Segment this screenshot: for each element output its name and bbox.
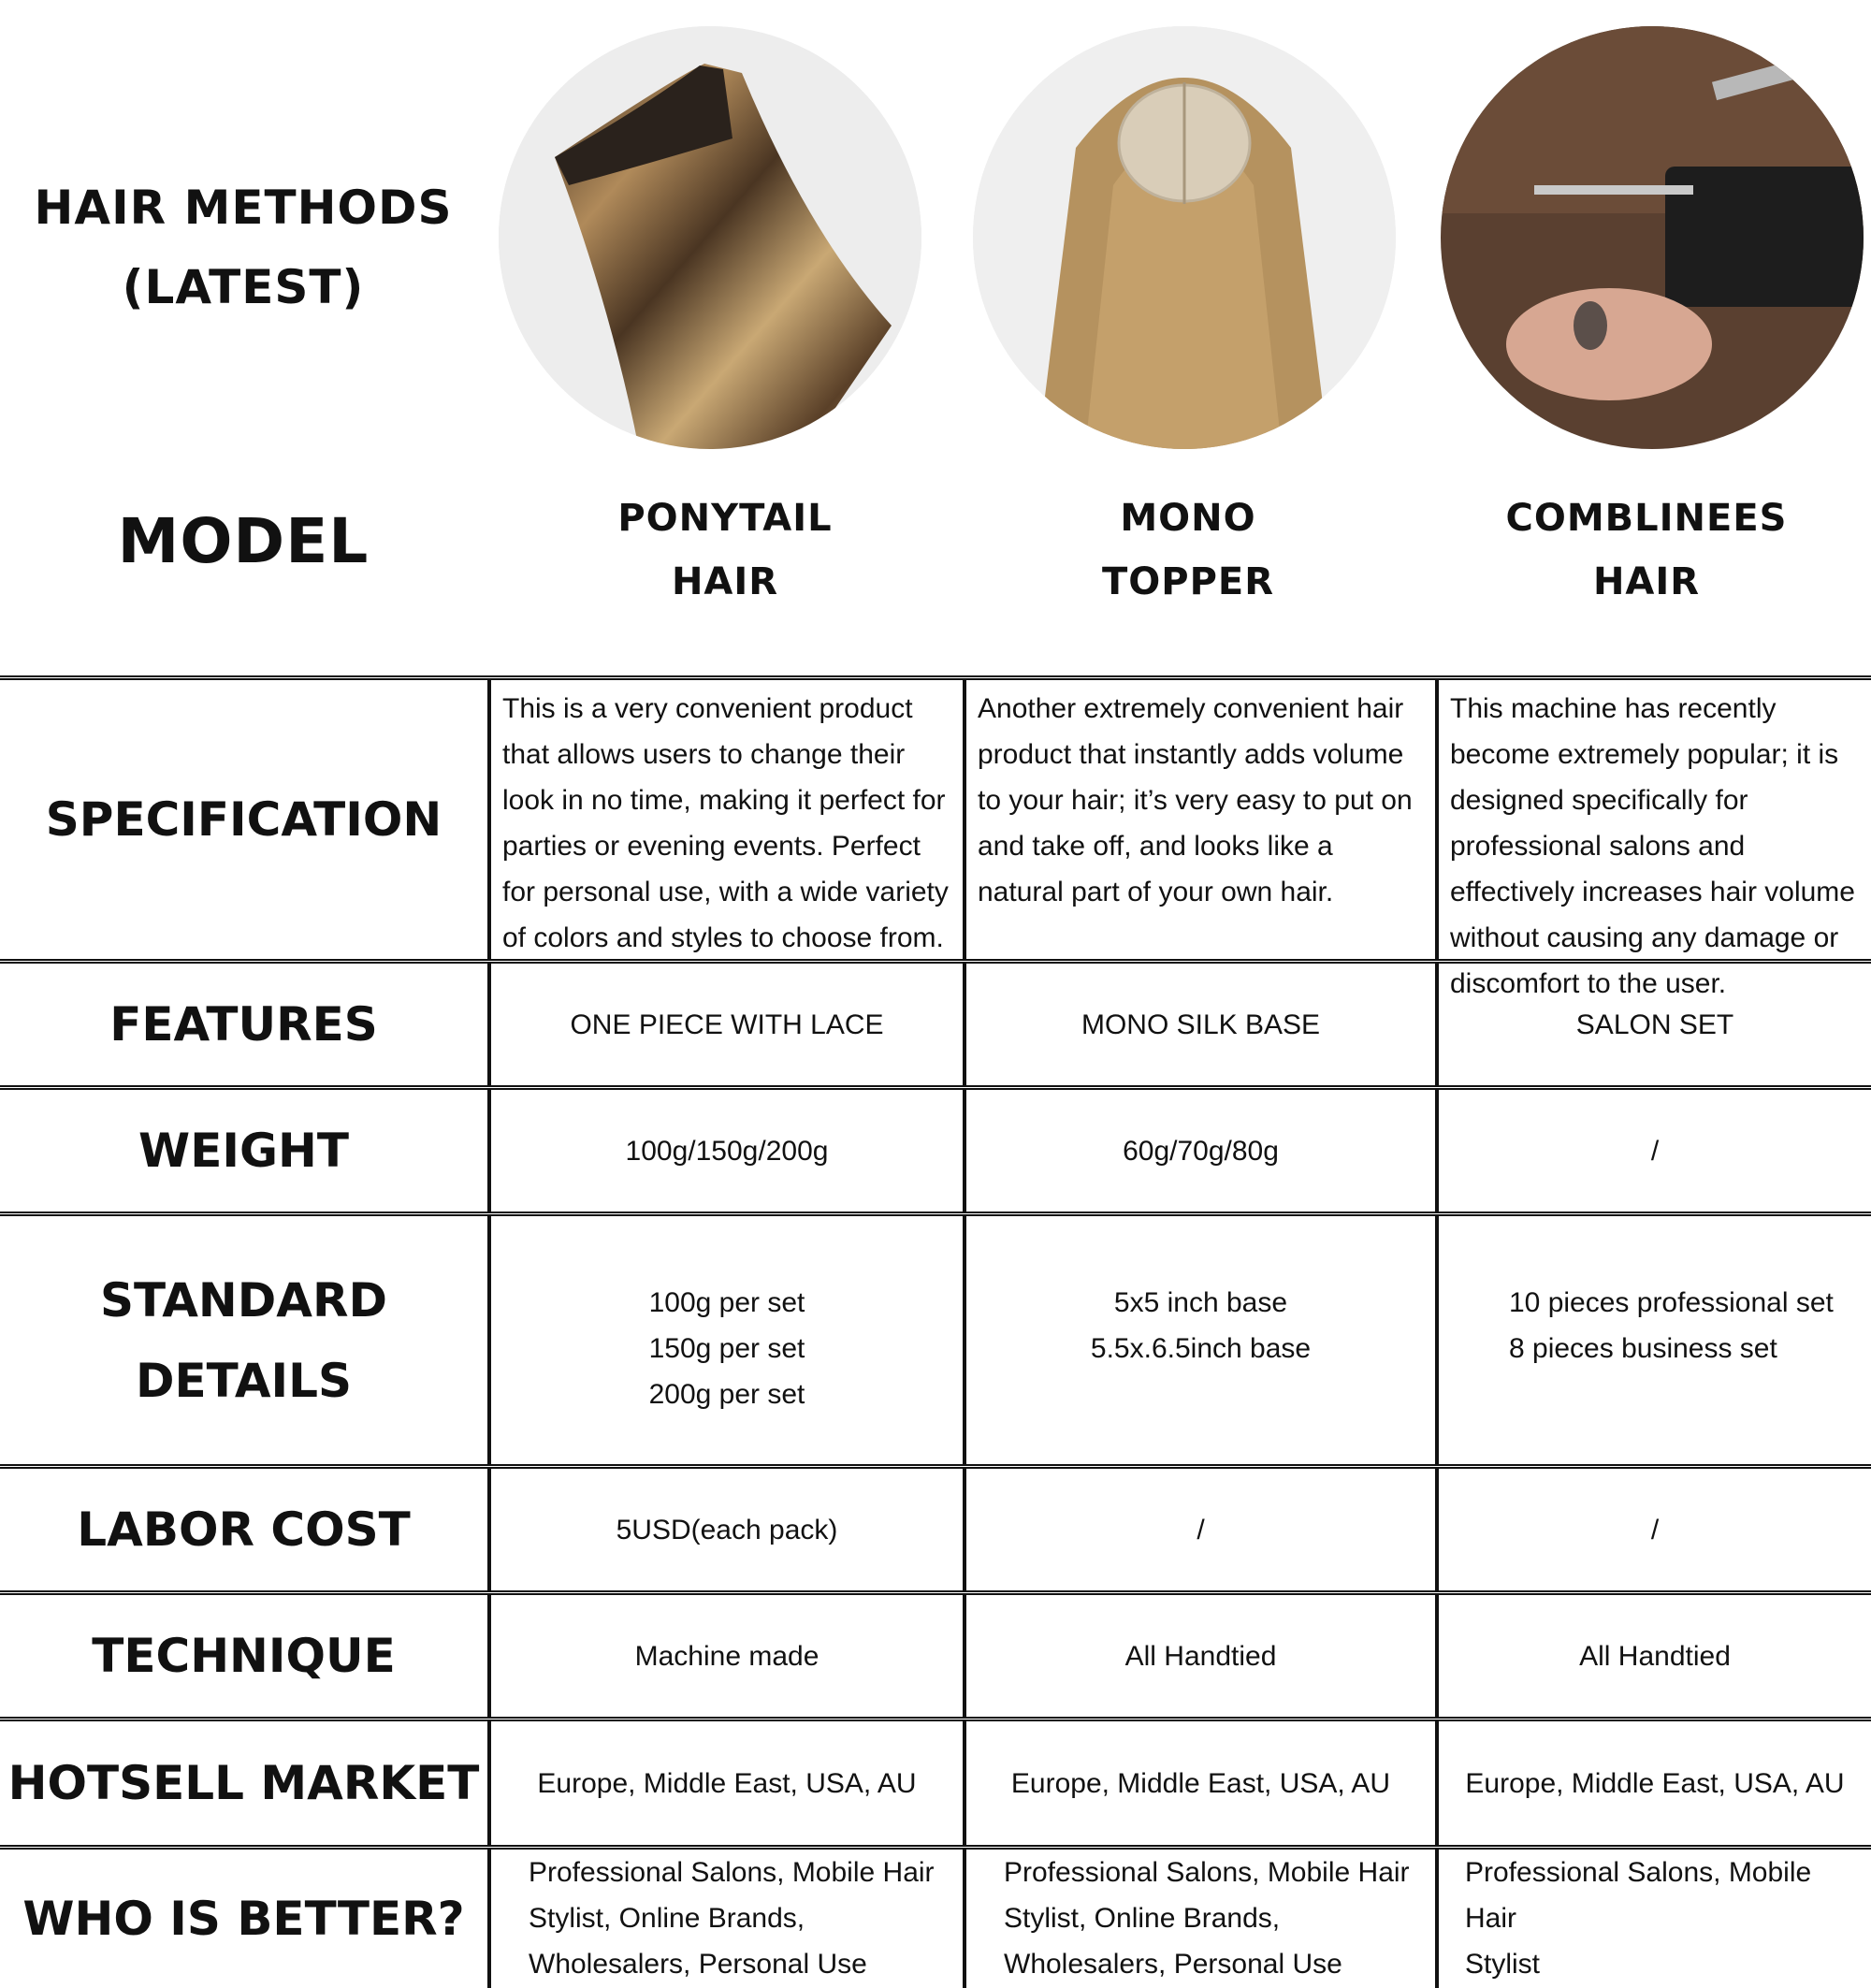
row-label: WEIGHT <box>0 1090 491 1212</box>
row-label: TECHNIQUE <box>0 1595 491 1717</box>
row-label: SPECIFICATION <box>0 680 491 959</box>
weight-ponytail: 100g/150g/200g <box>491 1090 966 1212</box>
hotsell-market-comblinees: Europe, Middle East, USA, AU <box>1465 1767 1845 1799</box>
product-name-line2: HAIR <box>1592 560 1701 603</box>
page-title <box>28 168 458 327</box>
product-name-line2: TOPPER <box>1101 560 1275 603</box>
specification-ponytail: This is a very convenient product that allows users to change their look in no time, making it perfect for parties or evening events. Perfect for personal use, with a wide variety of colors and styles to choose from. <box>491 680 966 959</box>
labor-cost-mono-topper: / <box>966 1469 1439 1590</box>
hotsell-market-mono-topper: Europe, Middle East, USA, AU <box>966 1721 1439 1845</box>
weight-comblinees: / <box>1650 1135 1660 1167</box>
page-title-line1: HAIR METHODS <box>34 181 453 235</box>
standard-details-mono-topper <box>966 1216 1439 1464</box>
audience-line: Professional Salons, Mobile Hair <box>1004 1857 1410 1888</box>
hotsell-market-ponytail: Europe, Middle East, USA, AU <box>491 1721 966 1845</box>
audience-line: Wholesalers, Personal Use <box>1004 1949 1342 1980</box>
detail-line: 150g per set <box>648 1333 805 1364</box>
product-name-line2: HAIR <box>671 560 779 603</box>
detail-line: 10 pieces professional set <box>1509 1287 1834 1318</box>
audience-line: Wholesalers, Personal Use <box>529 1949 867 1980</box>
who-is-better-mono-topper <box>966 1850 1439 1988</box>
detail-line: 200g per set <box>648 1379 805 1410</box>
row-standard-details <box>0 1216 1871 1469</box>
comblinees-machine-image <box>1441 26 1864 449</box>
row-hotsell-market <box>0 1721 1871 1850</box>
row-technique <box>0 1595 1871 1721</box>
audience-line: Stylist, Online Brands, <box>1004 1903 1281 1934</box>
detail-line: 100g per set <box>648 1287 805 1318</box>
row-label <box>0 1216 491 1464</box>
product-name-line1: PONYTAIL <box>617 497 833 540</box>
technique-comblinees: All Handtied <box>1579 1640 1731 1672</box>
who-is-better-ponytail <box>491 1850 966 1988</box>
standard-details-comblinees <box>1439 1216 1871 1464</box>
product-name-line1: MONO <box>1120 497 1256 540</box>
product-name-comblinees <box>1413 486 1871 614</box>
features-ponytail: ONE PIECE WITH LACE <box>491 964 966 1085</box>
row-label: LABOR COST <box>0 1469 491 1590</box>
audience-line: Stylist, Online Brands, <box>529 1903 805 1934</box>
row-label-line2: DETAILS <box>135 1353 353 1408</box>
detail-line: 5x5 inch base <box>1113 1287 1288 1318</box>
row-specification <box>0 680 1871 999</box>
audience-line: Professional Salons, Mobile Hair <box>1465 1857 1812 1934</box>
row-labor-cost <box>0 1469 1871 1595</box>
features-mono-topper: MONO SILK BASE <box>966 964 1439 1085</box>
model-label: MODEL <box>117 505 370 577</box>
product-name-line1: COMBLINEES <box>1505 497 1788 540</box>
detail-line: 8 pieces business set <box>1509 1333 1777 1364</box>
comparison-table <box>0 675 1871 1983</box>
specification-comblinees: This machine has recently become extremely popular; it is designed specifically for professional salons and effectively increases hair volume without causing any damage or discomfort to the user. <box>1450 693 1855 999</box>
features-comblinees: SALON SET <box>1575 1009 1734 1040</box>
labor-cost-comblinees: / <box>1650 1514 1660 1545</box>
detail-line: 5.5x.6.5inch base <box>1090 1333 1312 1364</box>
technique-ponytail: Machine made <box>491 1595 966 1717</box>
row-who-is-better <box>0 1850 1871 1988</box>
row-label: FEATURES <box>0 964 491 1085</box>
ponytail-hair-image <box>499 26 921 449</box>
specification-mono-topper: Another extremely convenient hair product that instantly adds volume to your hair; it’s very easy to put on and take off, and looks like a natural part of your own hair. <box>966 680 1439 959</box>
product-name-ponytail <box>491 486 959 614</box>
mono-topper-image <box>973 26 1396 449</box>
weight-mono-topper: 60g/70g/80g <box>966 1090 1439 1212</box>
row-label: HOTSELL MARKET <box>0 1721 491 1845</box>
row-label-line1: STANDARD <box>100 1272 387 1328</box>
labor-cost-ponytail: 5USD(each pack) <box>491 1469 966 1590</box>
audience-line: Professional Salons, Mobile Hair <box>529 1857 935 1888</box>
row-weight <box>0 1090 1871 1216</box>
page-title-line2: (LATEST) <box>122 260 365 314</box>
standard-details-ponytail <box>491 1216 966 1464</box>
row-features <box>0 964 1871 1090</box>
row-label: WHO IS BETTER? <box>0 1850 491 1988</box>
product-name-mono-topper <box>954 486 1422 614</box>
audience-line: Stylist <box>1465 1949 1541 1980</box>
who-is-better-comblinees <box>1439 1850 1871 1988</box>
technique-mono-topper: All Handtied <box>966 1595 1439 1717</box>
